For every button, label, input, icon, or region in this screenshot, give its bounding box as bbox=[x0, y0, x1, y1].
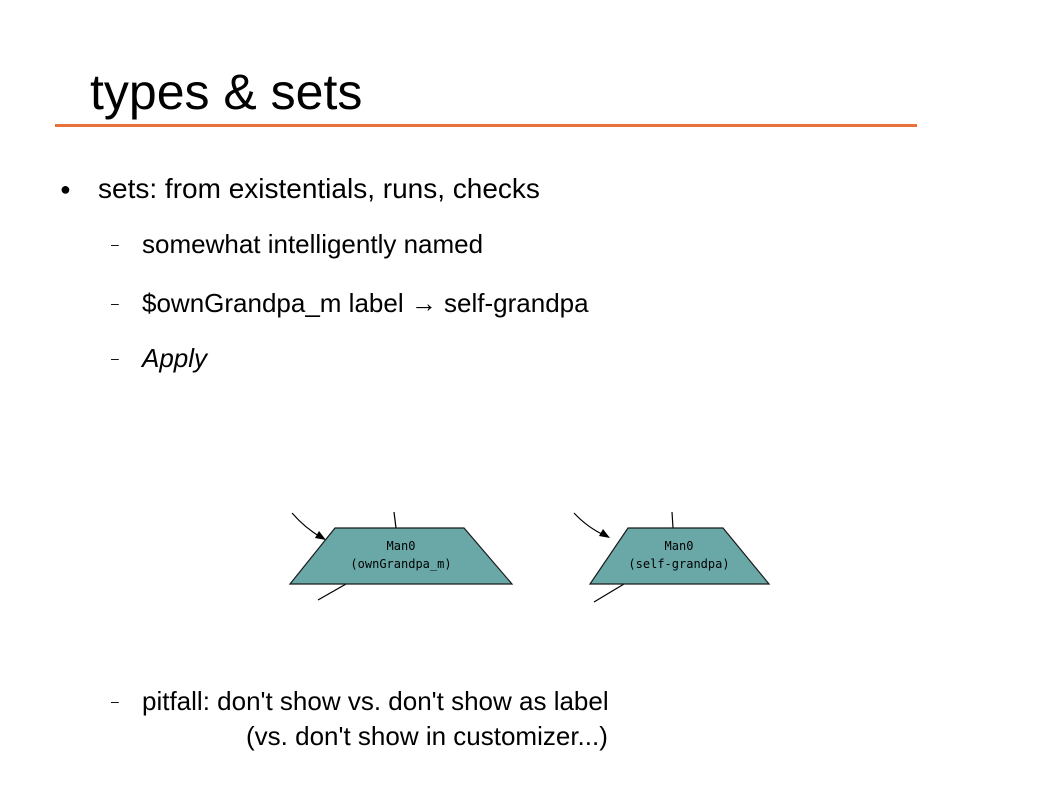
sub-item-text: somewhat intelligently named bbox=[142, 229, 484, 259]
pitfall-text: pitfall: don't show vs. don't show as label bbox=[142, 686, 609, 716]
arrowhead-icon bbox=[599, 529, 610, 538]
node-label-set: (self-grandpa) bbox=[628, 557, 730, 571]
dash-icon: – bbox=[111, 350, 119, 366]
dash-icon: – bbox=[111, 236, 119, 252]
arrowhead-icon bbox=[315, 531, 326, 540]
bullet-text: sets: from existentials, runs, checks bbox=[98, 173, 540, 204]
edge-line bbox=[594, 584, 624, 602]
sub-item-text: $ownGrandpa_m label → self-grandpa bbox=[142, 288, 589, 318]
pitfall-continuation: (vs. don't show in customizer...) bbox=[246, 721, 608, 751]
sub-item-text: Apply bbox=[142, 343, 208, 373]
dash-icon: – bbox=[111, 693, 119, 709]
graph-node-left bbox=[290, 528, 512, 584]
dash-icon: – bbox=[111, 295, 119, 311]
edge-line bbox=[318, 584, 346, 600]
node-label-name: Man0 bbox=[386, 539, 416, 553]
graph-node-right bbox=[590, 528, 769, 584]
node-label-name: Man0 bbox=[664, 539, 694, 553]
slide-title: types & sets bbox=[90, 64, 363, 120]
edge-line bbox=[672, 512, 673, 528]
node-label-set: (ownGrandpa_m) bbox=[350, 557, 452, 571]
edge-line bbox=[394, 512, 396, 528]
bullet-dot-icon: ● bbox=[60, 179, 71, 199]
